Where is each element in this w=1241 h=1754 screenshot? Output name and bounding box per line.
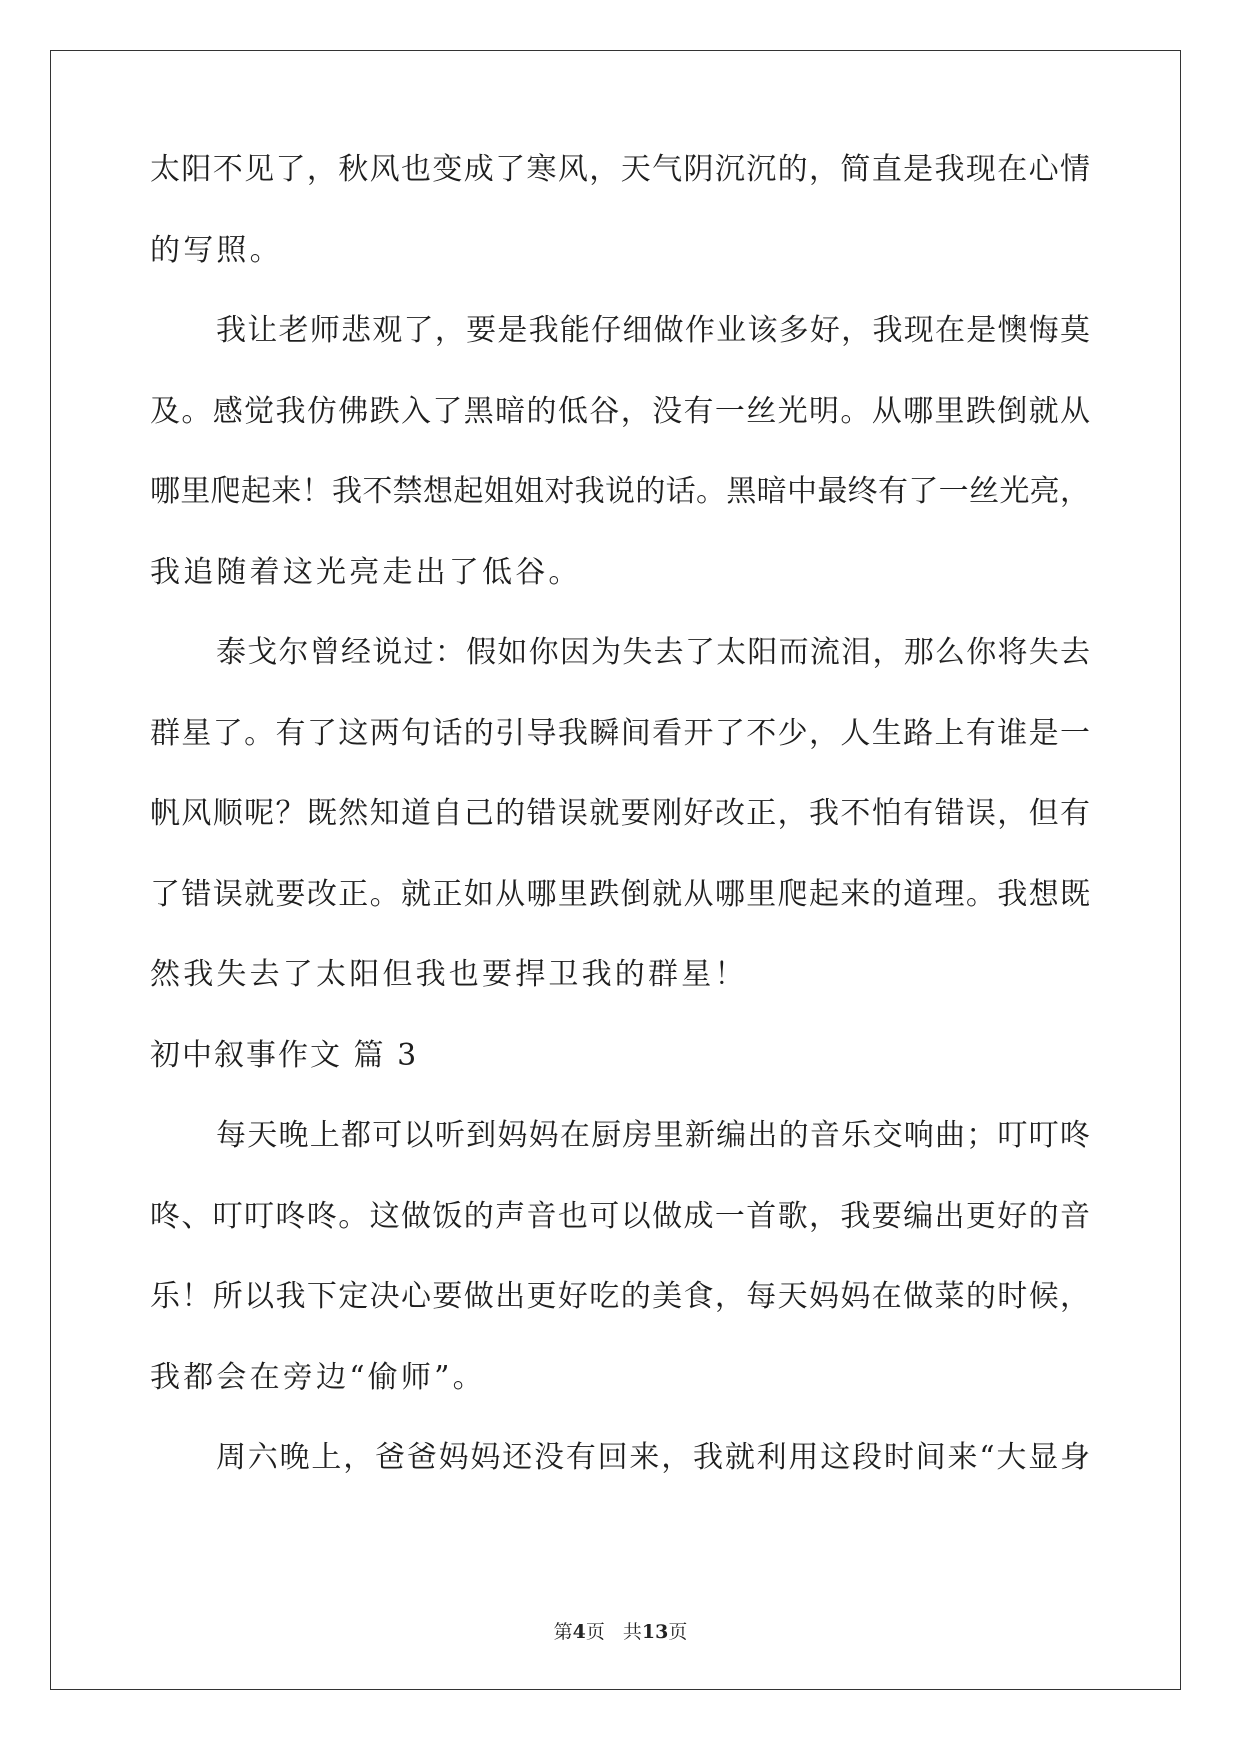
paragraph-first-line: 周六晚上，爸爸妈妈还没有回来，我就利用这段时间来“大显身 bbox=[216, 1440, 1090, 1475]
total-prefix: 共 bbox=[622, 1621, 642, 1643]
page-number: 4 bbox=[572, 1621, 586, 1643]
text-line: 我都会在旁边“偷师”。 bbox=[150, 1359, 486, 1395]
document-body bbox=[150, 152, 1090, 1524]
text-line: 帆风顺呢？既然知道自己的错误就要刚好改正，我不怕有错误，但有 bbox=[150, 796, 1090, 831]
paragraph-first-line: 泰戈尔曾经说过：假如你因为失去了太阳而流泪，那么你将失去 bbox=[216, 635, 1090, 670]
text-line: 然我失去了太阳但我也要捍卫我的群星！ bbox=[150, 957, 748, 992]
paragraph-first-line: 我让老师悲观了，要是我能仔细做作业该多好，我现在是懊悔莫 bbox=[216, 313, 1090, 348]
text-line: 咚、叮叮咚咚。这做饭的声音也可以做成一首歌，我要编出更好的音 bbox=[150, 1198, 1090, 1234]
page-suffix: 页 bbox=[585, 1621, 605, 1643]
text-line: 乐！所以我下定决心要做出更好吃的美食，每天妈妈在做菜的时候， bbox=[150, 1279, 1090, 1314]
text-line: 及。感觉我仿佛跌入了黑暗的低谷，没有一丝光明。从哪里跌倒就从 bbox=[150, 393, 1090, 429]
text-line: 了错误就要改正。就正如从哪里跌倒就从哪里爬起来的道理。我想既 bbox=[150, 876, 1090, 912]
total-pages: 13 bbox=[641, 1621, 669, 1643]
page-prefix: 第 bbox=[553, 1621, 573, 1643]
text-line: 我追随着这光亮走出了低谷。 bbox=[150, 554, 582, 590]
total-suffix: 页 bbox=[668, 1621, 688, 1643]
text-line: 群星了。有了这两句话的引导我瞬间看开了不少，人生路上有谁是一 bbox=[150, 715, 1090, 751]
text-line: 太阳不见了，秋风也变成了寒风，天气阴沉沉的，简直是我现在心情 bbox=[150, 152, 1090, 187]
page-footer bbox=[0, 1617, 1241, 1644]
paragraph-first-line: 每天晚上都可以听到妈妈在厨房里新编出的音乐交响曲；叮叮咚 bbox=[216, 1118, 1090, 1153]
text-line: 哪里爬起来！我不禁想起姐姐对我说的话。黑暗中最终有了一丝光亮， bbox=[150, 474, 1090, 509]
text-line: 的写照。 bbox=[150, 232, 283, 268]
section-heading: 初中叙事作文 篇 3 bbox=[150, 1037, 419, 1073]
